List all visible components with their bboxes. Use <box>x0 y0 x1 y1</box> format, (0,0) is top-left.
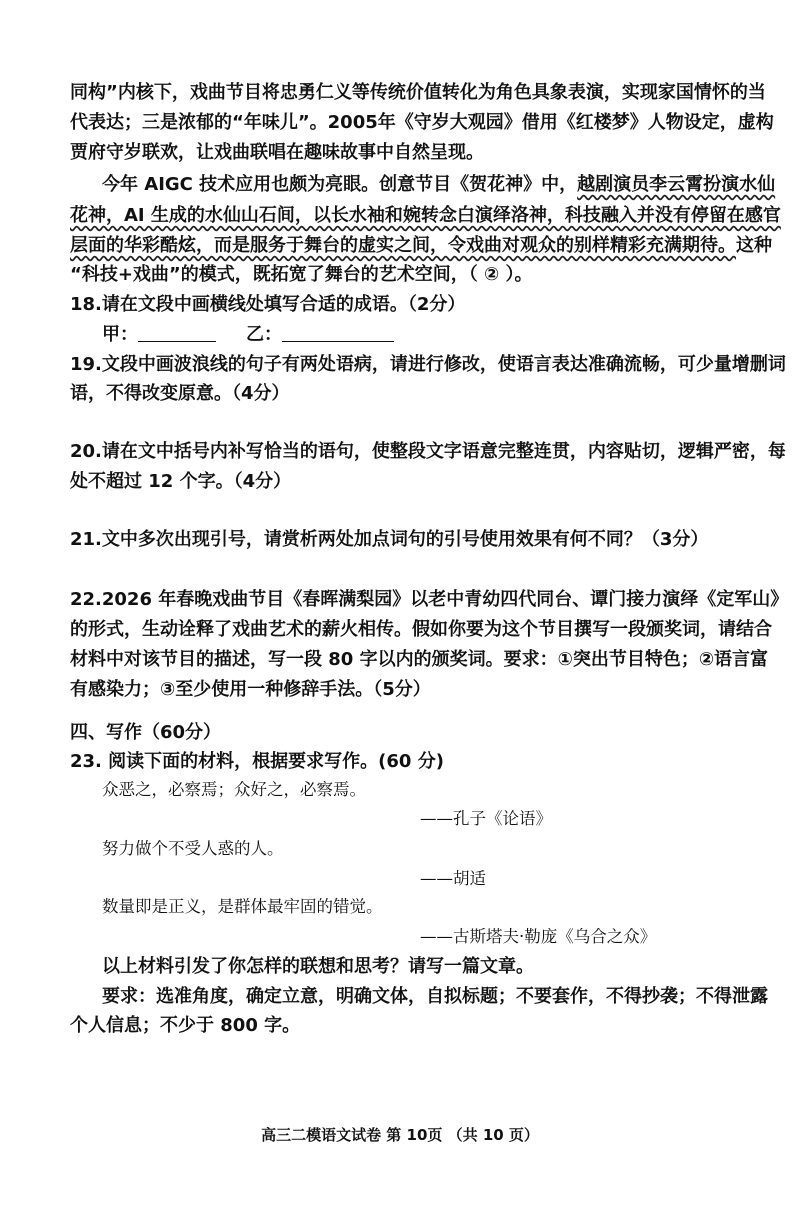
answer-blank-yi[interactable] <box>282 323 394 342</box>
passage-line: 同构”内核下，戏曲节目将忠勇仁义等传统价值转化为角色具象表演，实现家国情怀的当 <box>70 82 766 103</box>
passage-text: 今年 AIGC 技术应用也颇为亮眼。创意节目《贺花神》中， <box>102 174 578 195</box>
question-20: 处不超过 12 个字。（4分） <box>70 471 292 492</box>
question-21: 21.文中多次出现引号，请赏析两处加点词句的引号使用效果有何不同？（3分） <box>70 529 709 550</box>
passage-line: 代表达；三是浓郁的“年味儿”。2005年《守岁大观园》借用《红楼梦》人物设定，虚构 <box>70 112 774 133</box>
question-23: 23. 阅读下面的材料，根据要求写作。(60 分) <box>70 751 444 772</box>
writing-requirements: 要求：选准角度，确定立意，明确文体，自拟标题；不要套作，不得抄袭；不得泄露 <box>102 986 768 1007</box>
question-22: 有感染力；③至少使用一种修辞手法。（5分） <box>70 679 431 700</box>
wavy-underlined-sentence: 层面的华彩酷炫，而是服务于舞台的虚实之间，令戏曲对观众的别样精彩充满期待。 <box>70 235 736 256</box>
passage-line: 贾府守岁联欢，让戏曲联唱在趣味故事中自然呈现。 <box>70 142 484 163</box>
wavy-underlined-sentence: 越剧演员李云霄扮演水仙 <box>577 174 776 195</box>
label-jia: 甲： <box>102 324 138 345</box>
material-quote: 数量即是正义，是群体最牢固的错觉。 <box>102 897 383 916</box>
passage-text: 这种 <box>736 235 772 256</box>
question-19: 19.文段中画波浪线的句子有两处语病，请进行修改，使语言表达准确流畅，可少量增删词 <box>70 354 786 375</box>
section-heading-writing: 四、写作（60分） <box>70 722 222 743</box>
answer-blank-jia[interactable] <box>138 323 216 342</box>
writing-requirements: 个人信息；不少于 800 字。 <box>70 1015 301 1036</box>
question-18: 18.请在文段中画横线处填写合适的成语。（2分） <box>70 294 466 315</box>
quote-source: ——胡适 <box>420 869 486 888</box>
question-22: 的形式，生动诠释了戏曲艺术的薪火相传。假如你要为这个节目撰写一段颁奖词，请结合 <box>70 619 772 640</box>
quote-source: ——孔子《论语》 <box>420 809 552 828</box>
passage-line <box>70 203 781 229</box>
question-22: 材料中对该节目的描述，写一段 80 字以内的颁奖词。要求：①突出节目特色；②语言富 <box>70 649 769 670</box>
question-18-answers <box>102 322 394 348</box>
material-quote: 努力做个不受人惑的人。 <box>102 839 284 858</box>
quote-source: ——古斯塔夫·勒庞《乌合之众》 <box>420 927 657 946</box>
question-22: 22.2026 年春晚戏曲节目《春晖满梨园》以老中青幼四代同台、谭门接力演绎《定军山》 <box>70 589 789 610</box>
question-19: 语，不得改变原意。（4分） <box>70 383 290 404</box>
wavy-underlined-sentence: 花神，AI 生成的水仙山石间，以长水袖和婉转念白演绎洛神，科技融入并没有停留在感官 <box>70 205 781 226</box>
material-quote: 众恶之，必察焉；众好之，必察焉。 <box>102 780 366 799</box>
question-20: 20.请在文中括号内补写恰当的语句，使整段文字语意完整连贯，内容贴切，逻辑严密，每 <box>70 441 786 462</box>
page-footer: 高三二模语文试卷 第 10页 （共 10 页） <box>261 1126 539 1144</box>
passage-line <box>70 233 772 259</box>
passage-line <box>102 172 775 198</box>
writing-prompt: 以上材料引发了你怎样的联想和思考？请写一篇文章。 <box>102 956 534 977</box>
passage-line: “科技+戏曲”的模式，既拓宽了舞台的艺术空间，（ ② ）。 <box>70 264 533 285</box>
label-yi: 乙： <box>246 324 282 345</box>
